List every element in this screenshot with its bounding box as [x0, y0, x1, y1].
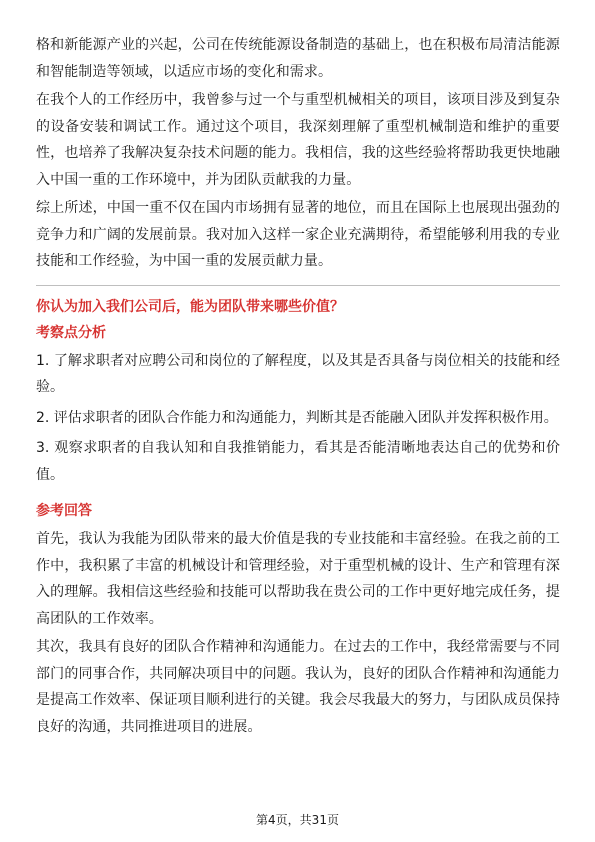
page-content	[36, 32, 560, 742]
intro-paragraph-2: 在我个人的工作经历中，我曾参与过一个与重型机械相关的项目，该项目涉及到复杂的设备安装和调试工作。通过这个项目，我深刻理解了重型机械制造和维护的重要性，也培养了我解决复杂技术问题的能力。我相信，我的这些经验将帮助我更快地融入中国一重的工作环境中，并为团队贡献我的力量。	[36, 92, 560, 188]
analysis-item-1: 1. 了解求职者对应聘公司和岗位的了解程度，以及其是否具备与岗位相关的技能和经验。	[36, 352, 560, 395]
interview-question: 你认为加入我们公司后，能为团队带来哪些价值？	[36, 298, 344, 315]
analysis-item-2: 2. 评估求职者的团队合作能力和沟通能力，判断其是否能融入团队并发挥积极作用。	[36, 409, 558, 426]
section-gap	[36, 492, 560, 500]
analysis-heading: 考察点分析	[36, 324, 106, 341]
page-number: 第4页，共31页	[256, 813, 339, 827]
answer-heading: 参考回答	[36, 503, 92, 519]
answer-paragraph-2: 其次，我具有良好的团队合作精神和沟通能力。在过去的工作中，我经常需要与不同部门的同事合作，共同解决项目中的问题。我认为，良好的团队合作精神和沟通能力是提高工作效率、保证项目顺利进行的关键。我会尽我最大的努力，与团队成员保持良好的沟通，共同推进项目的进展。	[36, 639, 560, 735]
answer-paragraph-1: 首先，我认为我能为团队带来的最大价值是我的专业技能和丰富经验。在我之前的工作中，我积累了丰富的机械设计和管理经验，对于重型机械的设计、生产和管理有深入的理解。我相信这些经验和技能可以帮助我在贵公司的工作中更好地完成任务，提高团队的工作效率。	[36, 531, 560, 627]
analysis-item-3: 3. 观察求职者的自我认知和自我推销能力，看其是否能清晰地表达自己的优势和价值。	[36, 440, 560, 483]
section-divider	[36, 285, 560, 286]
intro-paragraph-1: 格和新能源产业的兴起，公司在传统能源设备制造的基础上，也在积极布局清洁能源和智能制造等领域，以适应市场的变化和需求。	[36, 37, 560, 80]
intro-paragraph-3: 综上所述，中国一重不仅在国内市场拥有显著的地位，而且在国际上也展现出强劲的竞争力和广阔的发展前景。我对加入这样一家企业充满期待，希望能够利用我的专业技能和工作经验，为中国一重的发展贡献力量。	[36, 200, 560, 269]
